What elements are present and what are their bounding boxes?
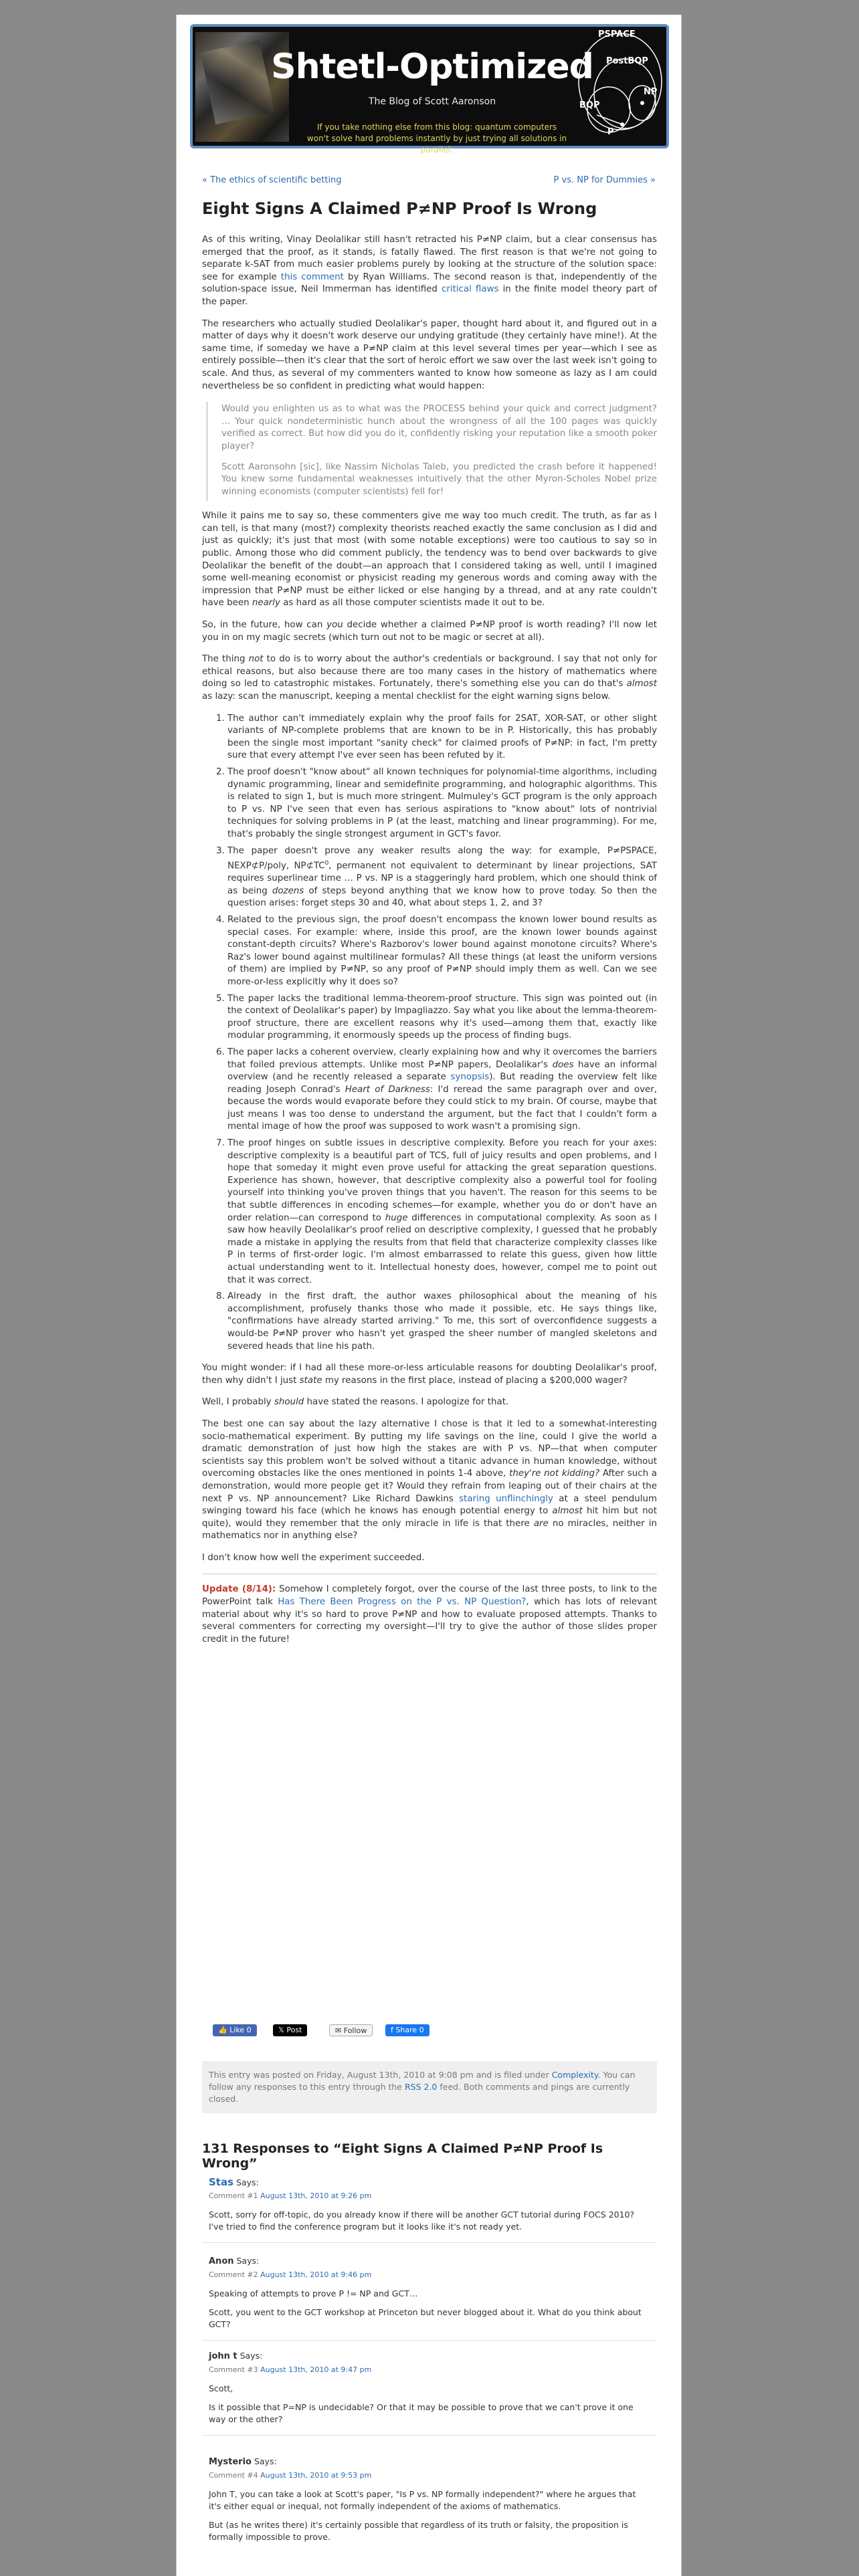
post-paragraph: The researchers who actually studied Deolalikar's paper, thought hard about it, and figured out in a matter of days why it doesn't work deserve our undying gratitude (they certainly have mine!). At the same time, if someday we have a P≠NP claim at this level several times per year—which I see as entirely possible—then it's clear that the sort of heroic effort we saw over the last week isn't going to scale. And thus, as several of my commenters wanted to know how someone as lazy as I am could nevertheless be so confident in predicting what would happen: — [202, 318, 657, 391]
follow-button[interactable] — [329, 2024, 373, 2036]
comment-number: Comment #1 — [209, 2191, 261, 2200]
envelope-icon: ✉ — [335, 2026, 344, 2035]
text-run: The thing — [202, 654, 249, 665]
emphasis: you — [326, 620, 343, 631]
site-subtitle: The Blog of Scott Aaronson — [368, 96, 496, 107]
post-paragraph — [202, 619, 657, 644]
superscript: 0 — [324, 860, 329, 867]
x-post-button[interactable] — [273, 2024, 307, 2036]
comment-author: Mysterio — [209, 2457, 252, 2467]
comment — [202, 2176, 657, 2243]
emphasis: not — [248, 654, 264, 665]
comment-permalink[interactable]: August 13th, 2010 at 9:46 pm — [260, 2270, 372, 2279]
like-label: Like 0 — [229, 2026, 252, 2034]
text-run: hit him but not quite), would they remember that the only miracle in life is that there — [202, 1506, 658, 1529]
comment-permalink[interactable]: August 13th, 2010 at 9:47 pm — [260, 2365, 372, 2374]
warning-sign-item — [227, 1047, 657, 1134]
orbit-label-np: NP — [644, 87, 658, 97]
share-label: Share 0 — [395, 2026, 424, 2034]
text-run: as hard as all those computer scientists made it out to be. — [280, 598, 545, 609]
update-label: Update (8/14): — [202, 1584, 276, 1595]
text-run: no miracles, neither in mathematics nor in anything else? — [202, 1518, 657, 1541]
warning-sign-item — [227, 1138, 657, 1287]
facebook-icon: f — [391, 2026, 396, 2034]
emphasis: are — [533, 1518, 549, 1529]
text-run: , which has lots of relevant material about why it's so hard to prove P≠NP and how to evaluate proposed attempts. Thanks to several commenters for correcting my oversight—I'll try to give the author of those slides proper credit in the future! — [202, 1597, 657, 1644]
emphasis: almost — [552, 1506, 583, 1517]
comment-text: Scott, you went to the GCT workshop at Princeton but never blogged about it. What do you think about GCT? — [209, 2307, 642, 2329]
comment-number: Comment #3 — [209, 2365, 261, 2374]
text-run: , permanent not equivalent to determinant by linear projections, SAT requires superlinear time … P vs. NP is a staggeringly hard problem, which one should think of as being — [227, 861, 657, 896]
facebook-share-button[interactable] — [385, 2024, 430, 2036]
text-run: After such a demonstration, would more people get it? Would they refrain from leaping out of their chairs at the next P vs. NP announcement? Like Richard Dawkins — [202, 1469, 657, 1504]
comment — [202, 2255, 657, 2341]
text-run: As of this writing, Vinay Deolalikar still hasn't retracted his P≠NP claim, but a clear consensus has emerged that the proof, as it stands, is fatally flawed. The first reason is that we're not going to separate k-SAT from much easier problems purely by looking at the structure of the solution space: see for example — [202, 235, 657, 282]
post-paragraph — [202, 653, 657, 703]
text-run: my reasons in the first place, instead of placing a $200,000 wager? — [322, 1375, 628, 1386]
rss-feed-link[interactable]: RSS 2.0 — [404, 2082, 438, 2092]
text-run: . You can follow any responses to this entry through the — [209, 2070, 636, 2092]
text-run: in the finite model theory part of the paper. — [202, 284, 658, 307]
text-run: The proof hinges on subtle issues in descriptive complexity. Before you reach for your axes: descriptive complexity is a beautiful part of TCS, full of juicy results and open problems, and I hope that someday it might even prove useful for attacking the great separation questions. Experience has shown, however, that descriptive complexity also a powerful tool for fooling yourself into thinking you've proven things that you haven't. The reason for this seems to be that subtle differences in encoding schemes—for example, whether you do or don't have an order relation—can correspond to — [227, 1138, 657, 1223]
post-body — [202, 234, 657, 1655]
text-run: as lazy: scan the manuscript, keeping a mental checklist for the eight warning signs below. — [202, 691, 611, 702]
post-label: Post — [286, 2026, 302, 2034]
text-run: Somehow I completely forgot, over the course of the last three posts, to link to the PowerPoint talk — [202, 1584, 657, 1608]
text-run: of steps beyond anything that we know how to prove today. So then the question arises: forget steps 30 and 40, what about steps 1, 2, and 3? — [227, 885, 657, 909]
orbit-label-p: P — [607, 127, 614, 137]
text-run: The paper doesn't prove any weaker results along the way: for example, P≠PSPACE, NEXP⊄P/poly, NP⊄TC — [227, 845, 657, 871]
emphasis: they're not kidding? — [509, 1469, 600, 1479]
comment-text: But (as he writes there) it's certainly possible that regardless of its truth or falsity, the proposition is formally impossible to prove. — [209, 2520, 628, 2542]
previous-post-link[interactable]: « The ethics of scientific betting — [202, 175, 342, 185]
follow-label: Follow — [343, 2026, 367, 2035]
staring-unflinchingly-link[interactable]: staring unflinchingly — [459, 1493, 553, 1504]
text-run: at a steel pendulum swinging toward his face (which he knows has enough potential energy to — [202, 1493, 657, 1517]
warning-signs-list — [202, 713, 657, 1354]
emphasis: does — [552, 1059, 574, 1070]
text-run: While it pains me to say so, these commenters give me way too much credit. The truth, as far as I can tell, is that many (most?) complexity theorists reached exactly the same conclusion as I did and just as quickly; it's just that most (with some notable exceptions) were too cautious to say so in public. Among those who did comment publicly, the tendency was to bend over backwards to give Deolalikar the benefit of the doubt—an approach that I considered taking as well, until I imagined some well-meaning economist or physicist reading my generous words and coming away with the impression that P≠NP must be either licked or else hanging by a thread, and at any rate couldn't have been — [202, 511, 657, 609]
text-run: The best one can say about the lazy alternative I chose is that it led to a somewhat-interesting socio-mathematical experiment. By putting my life savings on the line, could I give the world a dramatic demonstration of just how high the stakes are with P vs. NP—that when computer scientists say this problem won't be solved without a titanic advance in human knowledge, without overcoming obstacles like the ones mentioned in points 1-4 above, — [202, 1418, 657, 1479]
text-run: differences in computational complexity. As soon as I saw how heavily Deolalikar's proof relied on descriptive complexity, I guessed that he probably made a mistake in applying the results from that field that characterize complexity classes like P in terms of first-order logic. I'm almost embarrassed to relate this guess, given how little actual understanding went to it. Intellectual honesty does, however, compel me to point out that it was correct. — [227, 1212, 657, 1285]
orbit-labels — [566, 27, 666, 142]
comment-number: Comment #2 — [209, 2270, 261, 2279]
synopsis-link[interactable]: synopsis — [450, 1072, 490, 1083]
facebook-like-button[interactable] — [213, 2024, 257, 2036]
says-label: Says: — [251, 2456, 277, 2466]
post-title: Eight Signs A Claimed P≠NP Proof Is Wrong — [202, 199, 597, 218]
orbit-label-bqp: BQP — [579, 100, 600, 110]
comment-text: Speaking of attempts to prove P != NP and GCT… — [209, 2288, 418, 2298]
comments-heading: 131 Responses to “Eight Signs A Claimed P≠NP Proof Is Wrong” — [202, 2141, 603, 2171]
post-paragraph — [202, 1362, 657, 1387]
warning-sign-item: 5. The paper lacks the traditional lemma-theorem-proof structure. This sign was pointed out (in the context of Deolalikar's paper) by Impagliazzo. Say what you like about the lemma-theorem-proof structure, there are excellent reasons why it's used—among them that, exactly like modular programming, it enormously speeds up the process of finding bugs. — [227, 993, 657, 1043]
warning-sign-item: 1. The author can't immediately explain why the proof fails for 2SAT, XOR-SAT, or other slight variants of NP-complete problems that are known to be in P. Historically, this has probably been the single most important "sanity check" for claimed proofs of P≠NP: in fact, I'm pretty sure that every attempt I've ever seen has been refuted by it. — [227, 713, 657, 762]
says-label: Says: — [237, 2351, 263, 2361]
comment-author: Anon — [209, 2256, 234, 2266]
orbit-label-pspace: PSPACE — [598, 29, 636, 39]
comment — [202, 2456, 657, 2553]
emphasis: Heart of Darkness — [345, 1084, 430, 1095]
emphasis: almost — [626, 679, 657, 689]
comment-number: Comment #4 — [209, 2471, 261, 2480]
comment-author: john t — [209, 2351, 237, 2361]
post-paragraph — [202, 234, 657, 309]
post-paragraph: I don't know how well the experiment succeeded. — [202, 1552, 425, 1563]
text-run: by Ryan Williams. The second reason is that, independently of the solution-space issue, Neil Immerman has identified — [202, 272, 657, 295]
post-meta-box — [202, 2061, 657, 2113]
text-run: have an informal overview (and he recently released a separate — [227, 1059, 657, 1083]
commenter-quote-block — [206, 402, 657, 501]
says-label: Says: — [233, 2177, 259, 2187]
emphasis: should — [274, 1397, 304, 1408]
site-tagline: If you take nothing else from this blog: quantum computers won't solve hard problems instantly by just trying all solutions in parallel. — [306, 122, 567, 154]
site-header[interactable] — [190, 24, 669, 154]
text-run: feed. Both comments and pings are currently closed. — [209, 2082, 630, 2104]
critical-flaws-link[interactable]: critical flaws — [442, 284, 499, 295]
warning-sign-item: 2. The proof doesn't "know about" all known techniques for polynomial-time algorithms, including dynamic programming, linear and semidefinite programming, and holographic algorithms. This is related to sign 1, but is much more stringent. Mulmuley's GCT program is the only approach to P vs. NP I've seen that even has serious aspirations to "know about" lots of nontrivial techniques for solving problems in P (at the least, matching and linear programming). For me, that's probably the single strongest argument in GCT's favor. — [227, 766, 657, 841]
text-run: : I'd reread the same paragraph over and over, because the words would evaporate before they could stick to my brain. Of course, maybe that just means I was too dense to understand the argument, but the fact that I couldn't form a mental image of how the proof was supposed to work wasn't a promising sign. — [227, 1084, 657, 1132]
comment-author[interactable]: Stas — [209, 2176, 234, 2188]
warning-sign-item: 4. Related to the previous sign, the proof doesn't encompass the known lower bound results as special cases. For example: where, inside this proof, are the known lower bounds against constant-depth circuits? Where's Razborov's lower bound against monotone circuits? Where's Raz's lower bound against multilinear formulas? All these things (at least the uniform versions of them) are implied by P≠NP, so any proof of P≠NP should imply them as well. Can we see more-or-less explicitly why it does so? — [227, 914, 657, 989]
warning-sign-item: 8. Already in the first draft, the author waxes philosophical about the meaning of his accomplishment, profusely thanks those who made it possible, etc. He says things like, "confirmations have already started arriving." To me, this sort of overconfidence suggests a would-be P≠NP prover who hasn't yet grasped the sheer number of mangled skeletons and severed heads that line his path. — [227, 1291, 657, 1353]
comment-text: Scott, — [209, 2383, 233, 2393]
emphasis: state — [299, 1375, 322, 1386]
x-logo-icon: 𝕏 — [278, 2026, 287, 2034]
page-container — [176, 15, 682, 2576]
comment — [202, 2350, 657, 2436]
orbit-label-postbqp: PostBQP — [606, 56, 648, 66]
warning-sign-item — [227, 845, 657, 910]
ryan-williams-comment-link[interactable]: this comment — [280, 272, 344, 282]
post-paragraph — [202, 510, 657, 610]
post-paragraph — [202, 1396, 657, 1409]
emphasis: huge — [385, 1212, 408, 1223]
emphasis: dozens — [272, 885, 304, 896]
comment-permalink[interactable]: August 13th, 2010 at 9:53 pm — [260, 2471, 372, 2480]
site-title[interactable]: Shtetl-Optimized — [271, 47, 593, 87]
next-post-link[interactable]: P vs. NP for Dummies » — [553, 175, 656, 185]
post-paragraph — [202, 1418, 657, 1543]
comment-text: Is it possible that P=NP is undecidable? Or that it may be possible to prove that we can't prove it one way or the other? — [209, 2402, 634, 2424]
quote-paragraph: Scott Aaronsohn [sic], like Nassim Nicholas Taleb, you predicted the crash before it happened! You knew some fundamental weaknesses intuitively that the other Myron-Scholes Nobel prize winning economists (computer scientists) fell for! — [221, 461, 657, 497]
powerpoint-talk-link[interactable]: Has There Been Progress on the P vs. NP Question? — [278, 1597, 527, 1608]
emphasis: nearly — [252, 598, 280, 609]
thumbs-up-icon: 👍 — [218, 2026, 230, 2034]
text-run: You might wonder: if I had all these more-or-less articulable reasons for doubting Deolalikar's proof, then why didn't I just — [202, 1363, 657, 1386]
comment-text: Scott, sorry for off-topic, do you already know if there will be another GCT tutorial during FOCS 2010? I've tried to find the conference program but it looks like it's not ready yet. — [209, 2210, 635, 2232]
text-run: So, in the future, how can — [202, 620, 327, 631]
text-run: decide whether a claimed P≠NP proof is worth reading? I'll now let you in on my magic secrets (which turn out not to be magic or secret at all). — [202, 620, 657, 643]
text-run: ). But reading the overview felt like reading Joseph Conrad's — [227, 1072, 657, 1095]
text-run: have stated the reasons. I apologize for that. — [304, 1397, 509, 1408]
says-label: Says: — [233, 2256, 260, 2266]
text-run: to do is to worry about the author's credentials or background. I say that not only for ethical reasons, but also because there are too many cases in the history of mathematics where doing so led to catastrophic mistakes. Fortunately, there's something else you can do that's — [202, 654, 657, 689]
quote-paragraph: Would you enlighten us as to what was the PROCESS behind your quick and correct judgment? … Your quick nondeterministic hunch about the wrongness of all the 100 pages was quickly verified as correct. But how did you do it, confidently risking your reputation like a smooth poker player? — [221, 404, 657, 451]
comment-permalink[interactable]: August 13th, 2010 at 9:26 pm — [260, 2191, 372, 2200]
text-run: Well, I probably — [202, 1397, 274, 1408]
text-run: The paper lacks a coherent overview, clearly explaining how and why it overcomes the barriers that foiled previous attempts. Unlike most P≠NP papers, Deolalikar's — [227, 1047, 657, 1070]
comment-text: John T, you can take a look at Scott's paper, "Is P vs. NP formally independent?" where he argues that it's either equal or inequal, not formally independent of the axioms of mathematics. — [209, 2489, 636, 2511]
text-run: This entry was posted on Friday, August 13th, 2010 at 9:08 pm and is filed under — [209, 2070, 552, 2080]
update-paragraph — [202, 1584, 657, 1646]
category-link[interactable]: Complexity — [551, 2070, 598, 2080]
